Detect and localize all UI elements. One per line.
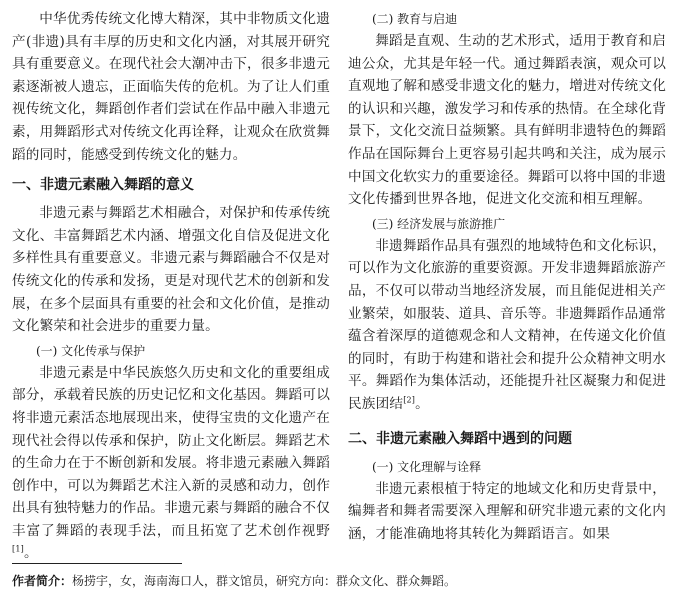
cultural-understanding-paragraph: 非遗元素根植于特定的地域文化和历史背景中，编舞者和舞者需要深入理解和研究非遗元素的文化内涵，才能准确地将其转化为舞蹈语言。如果	[348, 480, 666, 542]
section-heading-2: 二、非遗元素融入舞蹈中遇到的问题	[348, 430, 572, 447]
intro-paragraph: 中华优秀传统文化博大精深，其中非物质文化遗产(非遗)具有丰厚的历史和文化内涵，对其展开研究具有重要意义。在现代社会大潮冲击下，很多非遗元素逐渐被人遗忘，正面临失传的危机。为了让人们重视传统文化，舞蹈创作者们尝试在作品中融入非遗元素，用舞蹈形式对传统文化再诠释，让观众在欣赏舞蹈的同时，能感受到传统文化的魅力。	[12, 11, 330, 163]
section-1-paragraph: 非遗元素与舞蹈艺术相融合，对保护和传承传统文化、丰富舞蹈艺术内涵、增强文化自信及促进文化多样性具有重要意义。非遗元素与舞蹈融合不仅是对传统文化的传承和发扬，更是对现代艺术的创新和发展，在多个层面具有重要的社会和文化价值，是推动文化繁荣和社会进步的重要力量。	[12, 205, 330, 335]
footnote-divider	[12, 563, 182, 564]
author-bio-label: 作者简介：	[12, 574, 73, 588]
subheading-economy-tourism: (三) 经济发展与旅游推广	[372, 216, 506, 231]
left-column	[12, 8, 330, 565]
economy-tourism-text: 非遗舞蹈作品具有强烈的地域特色和文化标识，可以作为文化旅游的重要资源。开发非遗舞蹈旅游产品，不仅可以带动当地经济发展，而且能促进相关产业繁荣，如服装、道具、音乐等。非遗舞蹈作品通常蕴含着深厚的道德观念和人文精神，在传递文化价值的同时，有助于构建和谐社会和提升公众精神文明水平。舞蹈作为集体活动，还能提升社区凝聚力和促进民族团结	[348, 237, 666, 412]
cultural-heritage-paragraph	[12, 362, 330, 565]
citation-1[interactable]: [1]	[12, 544, 24, 554]
author-bio	[12, 572, 456, 590]
right-column	[348, 8, 666, 545]
education-paragraph: 舞蹈是直观、生动的艺术形式，适用于教育和启迪公众，尤其是年轻一代。通过舞蹈表演，观众可以直观地了解和感受非遗文化的魅力，增进对传统文化的认识和兴趣，激发学习和传承的热情。在全球化背景下，文化交流日益频繁。具有鲜明非遗特色的舞蹈作品在国际舞台上更容易引起共鸣和关注，成为展示中国文化软实力的重要途径。舞蹈可以将中国的非遗文化传播到世界各地，促进文化交流和相互理解。	[348, 33, 666, 208]
citation-2[interactable]: [2]	[403, 395, 416, 405]
subheading-cultural-heritage: (一) 文化传承与保护	[36, 343, 146, 358]
sentence-end: 。	[415, 395, 429, 412]
author-bio-text: 杨捞宇，女，海南海口人，群文馆员，研究方向：群众文化、群众舞蹈。	[72, 574, 457, 588]
subheading-cultural-understanding: (一) 文化理解与诠释	[372, 459, 482, 474]
sentence-end: 。	[23, 545, 38, 562]
economy-tourism-paragraph	[348, 235, 666, 416]
subheading-education: (二) 教育与启迪	[372, 12, 458, 26]
cultural-heritage-text: 非遗元素是中华民族悠久历史和文化的重要组成部分，承载着民族的历史记忆和文化基因。舞蹈可以将非遗元素活态地展现出来，使得宝贵的文化遗产在现代社会得以传承和保护，防止文化断层。舞蹈艺术的生命力在于不断创新和发展。将非遗元素融入舞蹈创作中，可以为舞蹈艺术注入新的灵感和动力，创作出具有独特魅力的作品。非遗元素与舞蹈的融合不仅丰富了舞蹈的表现手法，而且拓宽了艺术创作视野	[12, 364, 330, 539]
section-heading-1: 一、非遗元素融入舞蹈的意义	[12, 177, 194, 194]
